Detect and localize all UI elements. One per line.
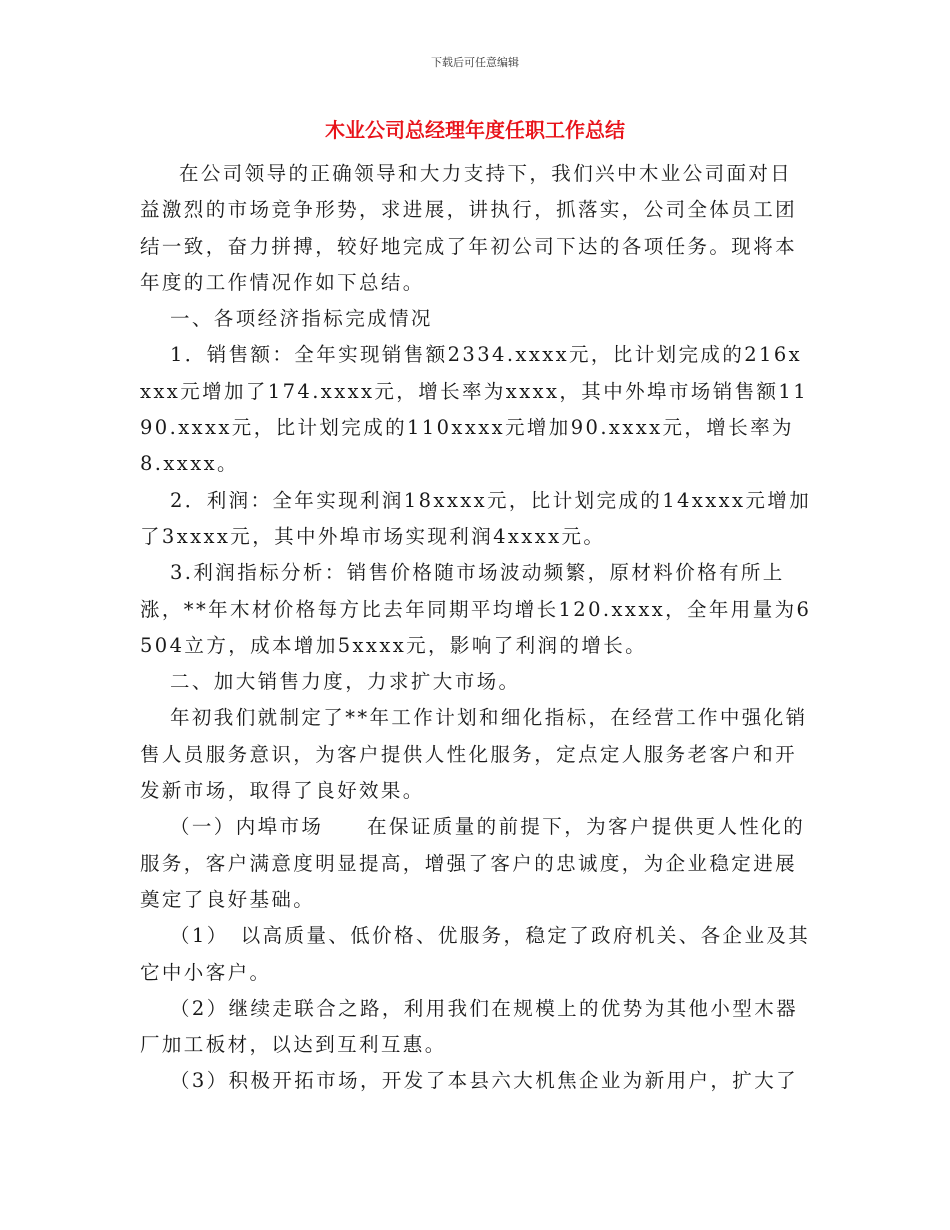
list-item-3: （3）积极开拓市场，开发了本县六大机焦企业为新用户，扩大了 bbox=[170, 1069, 799, 1093]
document-body bbox=[140, 156, 812, 1100]
header-note: 下载后可任意编辑 bbox=[431, 56, 519, 69]
section-heading-economic-indicators: 一、各项经济指标完成情况 bbox=[170, 307, 433, 331]
profit-analysis-paragraph: 3.利润指标分析：销售价格随市场波动频繁，原材料价格有所上涨，**年木材价格每方比去年同期平均增长120.xxxx，全年用量为6504立方，成本增加5xxxx元，影响了利润的增长。 bbox=[140, 561, 812, 657]
domestic-market-paragraph: （一）内埠市场 在保证质量的前提下，为客户提供更人性化的服务，客户满意度明显提高，增强了客户的忠诚度，为企业稳定进展奠定了良好基础。 bbox=[140, 815, 806, 911]
list-item-2: （2）继续走联合之路，利用我们在规模上的优势为其他小型木器厂加工板材，以达到互利互惠。 bbox=[140, 996, 799, 1057]
document-title: 木业公司总经理年度任职工作总结 bbox=[325, 118, 625, 142]
work-plan-paragraph: 年初我们就制定了**年工作计划和细化指标，在经营工作中强化销售人员服务意识，为客户提供人性化服务，定点定人服务老客户和开发新市场，取得了良好效果。 bbox=[140, 706, 808, 803]
sales-paragraph: 1．销售额：全年实现销售额2334.xxxx元，比计划完成的216xxxx元增加了174.xxxx元，增长率为xxxx，其中外埠市场销售额1190.xxxx元，比计划完成的110xxxx元增加90.xxxx元，增长率为8.xxxx。 bbox=[140, 343, 809, 476]
section-heading-sales-effort: 二、加大销售力度，力求扩大市场。 bbox=[170, 670, 521, 694]
profit-paragraph: 2．利润：全年实现利润18xxxx元，比计划完成的14xxxx元增加了3xxxx元，其中外埠市场实现利润4xxxx元。 bbox=[140, 488, 812, 548]
list-item-1: （1） 以高质量、低价格、优服务，稳定了政府机关、各企业及其它中小客户。 bbox=[140, 924, 811, 984]
intro-paragraph: 在公司领导的正确领导和大力支持下，我们兴中木业公司面对日益激烈的市场竞争形势，求进展，讲执行，抓落实，公司全体员工团结一致，奋力拼搏，较好地完成了年初公司下达的各项任务。现将本年度的工作情况作如下总结。 bbox=[140, 162, 798, 294]
